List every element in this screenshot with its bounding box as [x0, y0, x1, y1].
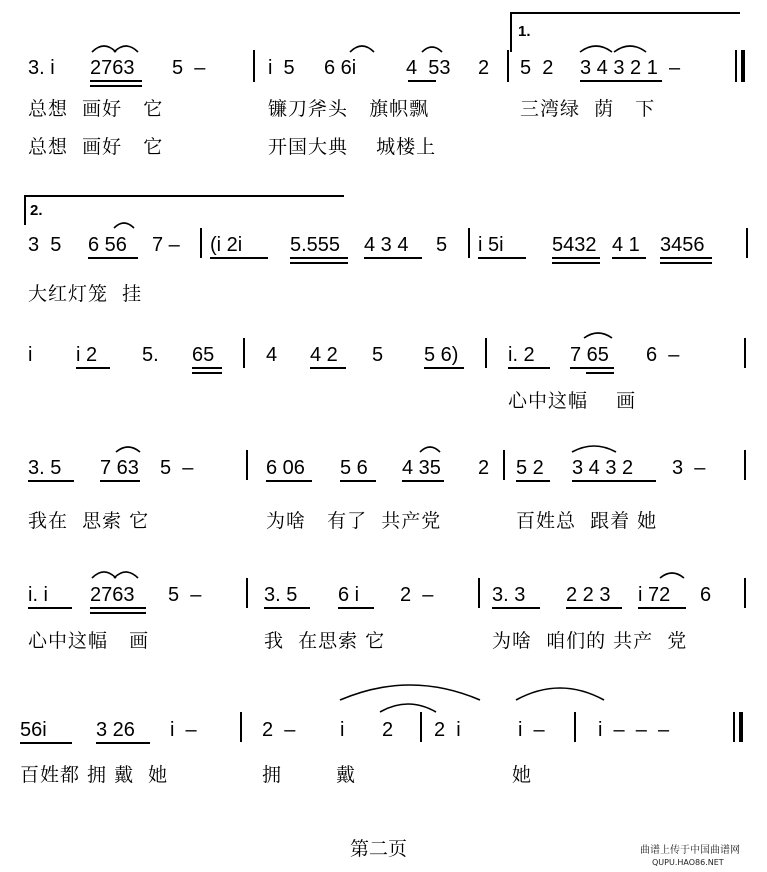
lyrics: 戴: [336, 764, 357, 786]
watermark-text: 曲谱上传于中国曲谱网: [640, 845, 740, 856]
note-group: 2 –: [400, 584, 434, 606]
note-group: 3 4 3 2 1 –: [580, 57, 681, 79]
note-group: 6 i: [338, 584, 360, 606]
lyrics: 我 在思索 它: [264, 630, 386, 652]
note-group: 4 3 4: [364, 234, 409, 256]
lyrics: 三湾绿 荫 下: [520, 98, 656, 120]
note-group: 6 –: [646, 344, 680, 366]
note-group: 5 2: [516, 457, 544, 479]
note-group: 3 5: [28, 234, 62, 256]
lyrics: 大红灯笼 挂: [28, 283, 143, 305]
note-group: 4 1: [612, 234, 640, 256]
note-group: 3 26: [96, 719, 135, 741]
lyrics: 她: [512, 764, 533, 786]
slur: [114, 223, 134, 228]
note-group: 4 53: [406, 57, 451, 79]
page-label: 第二页: [350, 838, 408, 860]
lyrics: 我在 思索 它: [28, 510, 150, 532]
note-group: i 5: [268, 57, 295, 79]
note-group: 5: [372, 344, 384, 366]
note-group: 6: [700, 584, 712, 606]
note-group: 4: [266, 344, 278, 366]
slur: [584, 333, 612, 338]
lyrics: 百姓总 跟着 她: [516, 510, 658, 532]
note-group: i. i: [28, 584, 48, 606]
note-group: 5: [436, 234, 448, 256]
note-group: i: [340, 719, 345, 741]
note-group: 4 35: [402, 457, 441, 479]
note-group: 5.: [142, 344, 159, 366]
note-group: 3 4 3 2: [572, 457, 634, 479]
note-group: 7 63: [100, 457, 139, 479]
note-group: (i 2i: [210, 234, 243, 256]
slur: [572, 446, 616, 452]
note-group: 6 06: [266, 457, 305, 479]
lyrics: 总想 画好 它: [28, 136, 164, 158]
note-group: 5432: [552, 234, 597, 256]
note-group: 7 65: [570, 344, 609, 366]
note-group: 6 6i: [324, 57, 357, 79]
slur: [114, 572, 138, 578]
note-group: 5 –: [172, 57, 206, 79]
volta-label-1: 1.: [518, 23, 531, 40]
slur: [422, 47, 442, 52]
note-group: 2: [478, 57, 490, 79]
note-group: 7 –: [152, 234, 180, 256]
lyrics: 拥: [262, 764, 283, 786]
note-group: 5 –: [160, 457, 194, 479]
note-group: 3. i: [28, 57, 55, 79]
slur: [92, 572, 116, 578]
slur: [116, 447, 140, 452]
watermark-url: QUPU.HAO86.NET: [652, 858, 724, 867]
note-group: 5 –: [168, 584, 202, 606]
slur: [92, 46, 116, 52]
note-group: 5.555: [290, 234, 341, 256]
slur: [340, 685, 480, 700]
slur: [350, 46, 374, 52]
slur: [516, 688, 604, 700]
note-group: 3. 5: [28, 457, 62, 479]
lyrics: 开国大典 城楼上: [268, 136, 437, 158]
note-group: i – – –: [598, 719, 670, 741]
note-group: i –: [518, 719, 545, 741]
note-group: 2 –: [262, 719, 296, 741]
note-group: 3. 3: [492, 584, 526, 606]
slur: [614, 46, 646, 52]
note-group: 6 56: [88, 234, 127, 256]
slur: [660, 573, 684, 578]
slur: [380, 704, 436, 712]
lyrics: 为啥 咱们的 共产 党: [492, 630, 688, 652]
note-group: i 2: [76, 344, 98, 366]
note-group: 2 i: [434, 719, 461, 741]
note-group: i 5i: [478, 234, 504, 256]
note-group: 3 –: [672, 457, 706, 479]
lyrics: 为啥 有了 共产党: [266, 510, 442, 532]
slur: [114, 46, 138, 52]
note-group: 2 2 3: [566, 584, 611, 606]
note-group: i –: [170, 719, 197, 741]
volta-label-2: 2.: [30, 202, 43, 219]
note-group: 65: [192, 344, 215, 366]
note-group: i 72: [638, 584, 671, 606]
lyrics: 总想 画好 它: [28, 98, 164, 120]
note-group: 56i: [20, 719, 47, 741]
note-group: 3. 5: [264, 584, 298, 606]
note-group: 5 2: [520, 57, 554, 79]
lyrics: 镰刀斧头 旗帜飘: [268, 98, 430, 120]
note-group: i. 2: [508, 344, 535, 366]
note-group: i: [28, 344, 33, 366]
lyrics: 心中这幅 画: [28, 630, 150, 652]
note-group: 5 6): [424, 344, 459, 366]
slur: [580, 46, 612, 52]
lyrics: 心中这幅 画: [508, 390, 637, 412]
note-group: 2763: [90, 584, 135, 606]
note-group: 4 2: [310, 344, 338, 366]
note-group: 2: [478, 457, 490, 479]
note-group: 5 6: [340, 457, 368, 479]
note-group: 2: [382, 719, 394, 741]
note-group: 2763: [90, 57, 135, 79]
slur: [420, 447, 440, 452]
note-group: 3456: [660, 234, 705, 256]
lyrics: 百姓都 拥 戴 她: [20, 764, 169, 786]
